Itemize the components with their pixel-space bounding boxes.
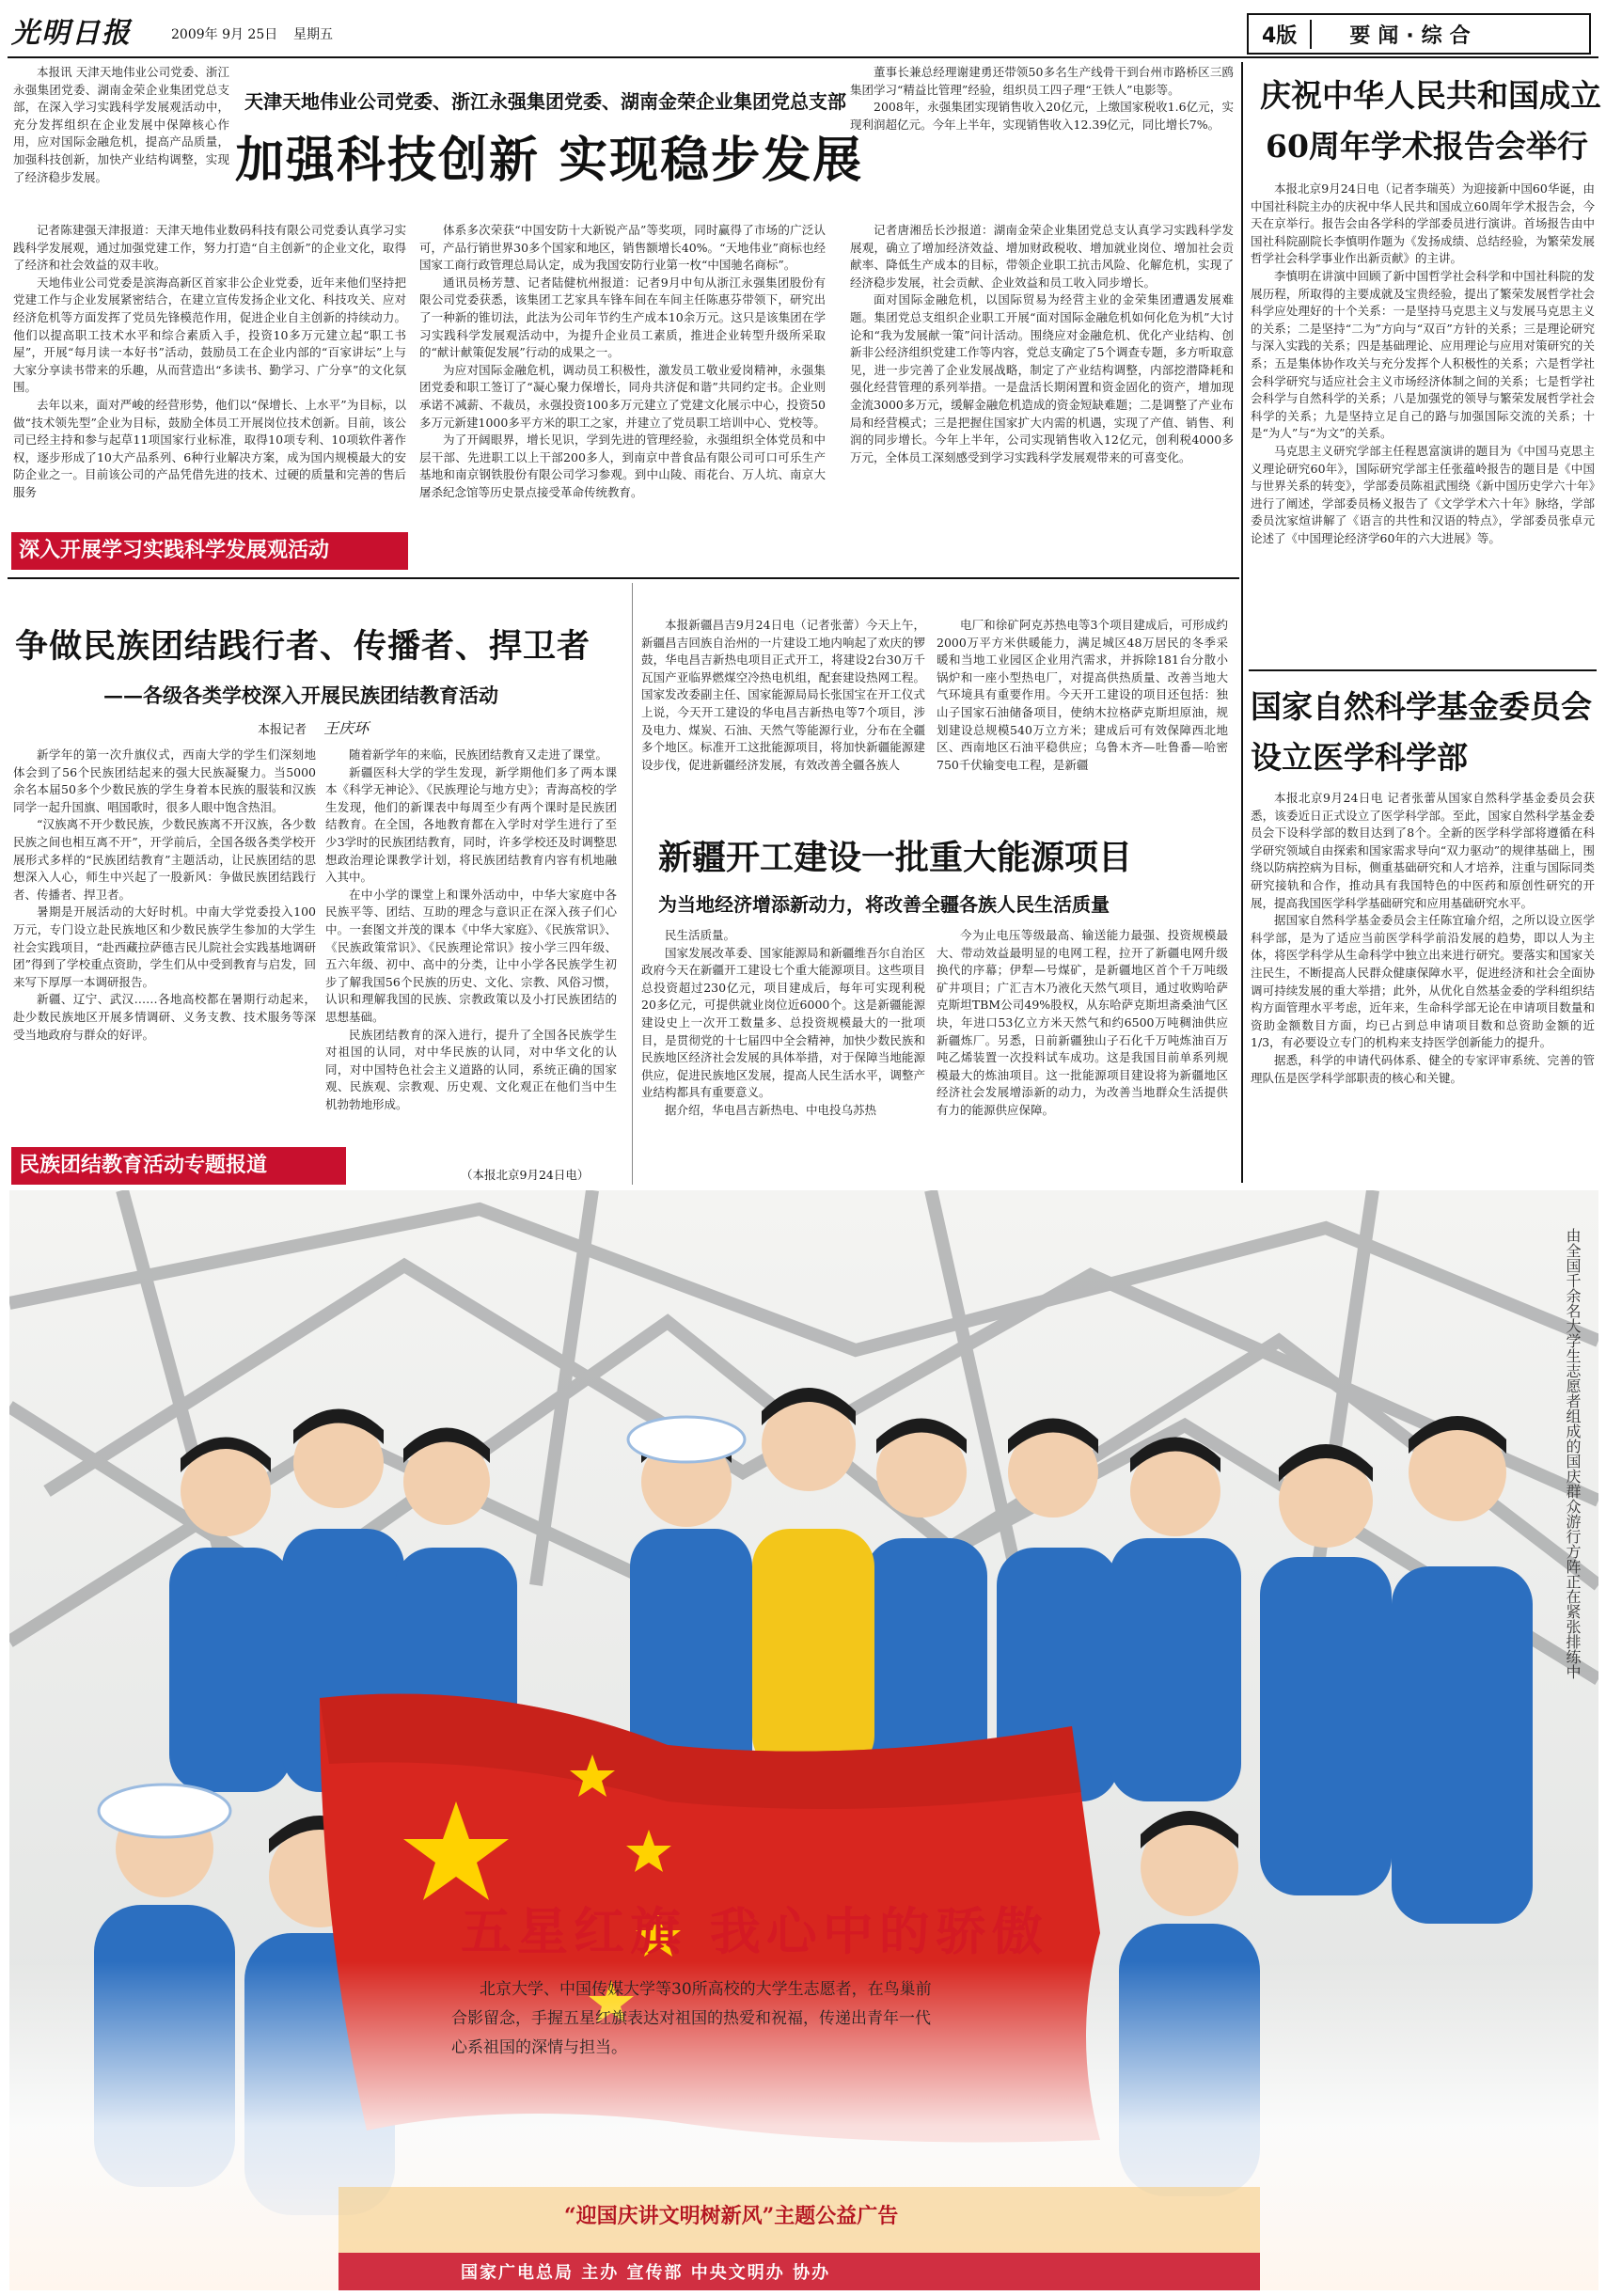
top-article-lead: 本报讯 天津天地伟业公司党委、浙江永强集团党委、湖南金荣企业集团党总支部，在深入学习实践科学发展观活动中，充分发挥组织在企业发展中保障核心作用，应对国际金融危机，提高产品质量，加强科技创新，加快产业结构调整，实现了经济稳步发展。 xyxy=(13,65,229,184)
photo-caption-3: 心系祖国的深情与担当。 xyxy=(451,2038,627,2057)
right-article2-body: 本报北京9月24日电 记者张蕾从国家自然科学基金委员会获悉，该委近日正式设立了医学科学部。至此，国家自然科学基金委员会下设科学部的数目达到了8个。全新的医学科学部将遵循在科学研究领域自由探索和国家需求导向“双力驱动”的规律基础上，围绕以防病控病为目标，侧重基础研究和人才培养，注重与国际同类研究接轨和合作，推动具有我国特色的中医药和原创性研究的开展，提高我国医学科学基础研究和应用基础研究水平。 据国家自然科学基金委员会主任陈宜瑜介绍，之所以设立医学科学部，是为了适应当前医学科学前沿发展的趋势，即以人为主体，将医学科学从生命科学中独立出来进行研究。要落实和国家关注民生，不断提高人民群众健康保障水平，促进经济和社会全面协调可持续发展的重大举措；此外，从优化自然基金委的学科组织结构方面管理水平考虑，近年来，生命科学部无论在申请项目数量和资助金额数目方面，均已占到总申请项目数和总资助金额的近1/3，有必要设立专门的机构来支持医学创新能力的提升。 据悉，科学的申请代码体系、健全的专家评审系统、完善的管理队伍是医学科学部职责的核心和关键。 xyxy=(1251,791,1595,1085)
masthead-rule xyxy=(8,56,1598,58)
right-article1-body: 本报北京9月24日电（记者李瑞英）为迎接新中国60华诞，由中国社科院主办的庆祝中华人民共和国成立60周年学术报告会，今天在京举行。报告会由各学科的学部委员进行演讲。首场报告由中国社科院副院长李慎明作题为《发扬成绩、总结经验，为繁荣发展哲学社会科学事业作出新贡献》的主讲。 李慎明在讲演中回顾了新中国哲学社会科学和中国社科院的发展历程，所取得的主要成就及宝贵经验，提出了繁荣发展哲学社会科学应处理好的十个关系：一是坚持马克思主义与发展马克思主义的关系；二是坚持“二为”方向与“双百”方针的关系；三是理论研究与深入实践的关系；四是基础理论、应用理论与应用对策研究的关系；五是集体协作攻关与充分发挥个人积极性的关系；六是哲学社会科学研究与适应社会主义市场经济体制之间的关系；七是哲学社会科学与自然科学的关系；八是加强党的领导与繁荣发展哲学社会科学的关系；九是坚持立足自己的路与加强国际交流的关系；十是“为人”与“为文”的关系。 马克思主义研究学部主任程恩富演讲的题目为《中国马克思主义理论研究60年》，国际研究学部主任张蕴岭报告的题目是《中国与世界关系的转变》，学部委员陈祖武围绕《新中国历史学六十年》进行了阐述，学部委员杨义报告了《文学学术六十年》脉络，学部委员沈家煊讲解了《语言的共性和汉语的特点》，学部委员张卓元论述了《中国理论经济学60年的六大进展》等。 xyxy=(1251,181,1595,545)
photo-title: 五星红旗 我心中的骄傲 xyxy=(461,1901,1048,1961)
right-article2-headline-2: 设立医学科学部 xyxy=(1251,739,1468,776)
xinjiang-top-col1: 本报新疆昌吉9月24日电（记者张蕾）今天上午，新疆昌吉回族自治州的一片建设工地内响起了欢庆的锣鼓，华电昌吉新热电项目正式开工，将建设2台30万千瓦国产亚临界燃煤空冷热电机组，配套建设热网工程。国家发改委副主任、国家能源局局长张国宝在开工仪式上说，今天开工建设的华电昌吉新热电等7个项目，涉及电力、煤炭、石油、天然气等能源行业，分布在全疆多个地区。标准开工这批能源项目，将加快新疆能源建设步伐，促进新疆经济发展，有效改善全疆各族人 xyxy=(641,618,925,772)
study-campaign-banner: 深入开展学习实践科学发展观活动 xyxy=(11,532,408,570)
ad-line-2: 国家广电总局 主办 宣传部 中央文明办 协办 xyxy=(461,2263,831,2283)
ethnic-unity-col2: 随着新学年的来临，民族团结教育又走进了课堂。 新疆医科大学的学生发现，新学期他们多了两本课本《科学无神论》、《民族理论与地方史》；青海高校的学生发现，他们的新课表中每周至少有两个课时是民族团结教育。在全国，各地教育都在入学时对学生进行了至少3学时的民族团结教育，同时，许多学校还及时调整思想政治理论课教学计划，将民族团结教育内容有机地融入其中。 在中小学的课堂上和课外活动中，中华大家庭中各民族平等、团结、互助的理念与意识正在深入孩子们心中。一套图文并茂的课本《中华大家庭》、《民族常识》、《民族政策常识》、《民族理论常识》按小学三四年级、五六年级、初中、高中的分类，让中小学各民族学生初步了解我国56个民族的历史、文化、宗教、风俗习惯，认识和理解我国的民族、宗教政策以及小打民族团结的思想基础。 民族团结教育的深入进行，提升了全国各民族学生对祖国的认同，对中华民族的认同，对中华文化的认同，对中国特色社会主义道路的认同，系统正确的国家观、民族观、宗教观、历史观、文化观正在他们当中生机勃勃地形成。 xyxy=(325,747,617,1111)
issue-weekday: 星期五 xyxy=(293,27,333,42)
mid-rule xyxy=(8,577,1239,579)
photo-frame xyxy=(9,1190,1598,2290)
section-name: 要闻·综合 xyxy=(1349,24,1478,48)
ethnic-unity-byline xyxy=(258,716,369,738)
xinjiang-body-col2: 今为止电压等级最高、输送能力最强、投资规模最大、带动效益最明显的电网工程，拉开了新疆电网升级换代的序幕；伊犁—号煤矿，是新疆地区首个千万吨级矿井项目；广汇吉木乃液化天然气项目，通过收购哈萨克斯坦TBM公司49%股权，从东哈萨克斯坦斋桑油气区块，年进口53亿立方米天然气和约6500万吨稠油供应新疆炼厂。另悉，日前新疆独山子石化千万吨炼油百万吨乙烯装置一次投料试车成功。这是我国目前单系列规模最大的炼油项目。这一批能源项目建设将为新疆地区经济社会发展增添新的动力，为改善当地群众生活提供有力的能源供应保障。 xyxy=(937,928,1228,1117)
issue-date: 2009年 9月 25日 xyxy=(171,27,278,42)
ethnic-unity-dateline: （本报北京9月24日电） xyxy=(461,1168,590,1182)
xinjiang-subhead: 为当地经济增添新动力，将改善全疆各族人民生活质量 xyxy=(658,893,1110,916)
ethnic-unity-headline: 争做民族团结践行者、传播者、捍卫者 xyxy=(15,627,591,666)
ethnic-unity-col1: 新学年的第一次升旗仪式，西南大学的学生们深刻地体会到了56个民族团结起来的强大民族凝聚力。当5000余名本届50多个少数民族的学生身着本民族的服装和汉族同学一起升国旗、唱国歌时，很多人眼中饱含热泪。 “汉族离不开少数民族，少数民族离不开汉族，各少数民族之间也相互离不开”，开学前后，全国各级各类学校开展形式多样的“民族团结教育”主题活动，让民族团结的思想深入人心，师生中兴起了一股新风：争做民族团结践行者、传播者、捍卫者。 暑期是开展活动的大好时机。中南大学党委投入100万元，专门设立赴民族地区和少数民族学生参加的大学生社会实践项目，“赴西藏拉萨德吉民儿院社会实践基地调研团”得到了学校重点资助，学生们从中受到教育与启发，回来写下厚厚一本调研报告。 新疆、辽宁、武汉……各地高校都在暑期行动起来，赴少数民族地区开展多情调研、义务支教、技术服务等深受当地政府与群众的好评。 xyxy=(13,747,316,1042)
right-divider xyxy=(1249,669,1597,671)
top-article-col3: 记者唐湘岳长沙报道：湖南金荣企业集团党总支认真学习实践科学发展观，确立了增加经济效益、增加财政税收、增加就业岗位、增加社会贡献率、降低生产成本的目标，带领企业职工抗击风险、化解危机，实现了经济稳步发展，社会贡献、企业效益和员工收入同步增长。 面对国际金融危机，以国际贸易为经营主业的金荣集团遭遇发展难题。集团党总支组织企业职工开展“面对国际金融危机如何化危为机”大讨论和“我为发展献一策”问计活动。围绕应对金融危机、优化产业结构、创新非公经济组织党建工作等内容，党总支确定了5个调查专题，多方听取意见，进一步完善了企业发展战略，制定了产业结构调整，内部挖潜降耗和强化经营管理的系列举措。一是盘活长期闲置和资金固化的资产，增加现金流3000多万元，缓解金融危机造成的资金短缺难题；二是调整了产业布局和经营模式；三是把握住国家扩大内需的机遇，实现了产值、销售、利润的同步增长。今年上半年，公司实现销售收入12亿元，创利税4000多万元，全体员工深刻感受到学习实践科学发展观带来的可喜变化。 xyxy=(850,223,1234,464)
page-number: 4版 xyxy=(1249,20,1312,49)
right-article1-headline-1: 庆祝中华人民共和国成立 xyxy=(1260,77,1601,114)
column-divider xyxy=(1241,62,1243,1183)
mid-divider xyxy=(632,583,633,1185)
top-article-headline: 加强科技创新 实现稳步发展 xyxy=(235,132,864,189)
top-article-kicker: 天津天地伟业公司党委、浙江永强集团党委、湖南金荣企业集团党总支部 xyxy=(244,90,846,113)
top-article-col2: 体系多次荣获“中国安防十大新锐产品”等奖项，同时赢得了市场的广泛认可，产品行销世界30多个国家和地区，销售额增长40%。“天地伟业”商标也经国家工商行政管理总局认定，成为我国安防行业第一枚“中国驰名商标”。 通讯员杨芳慧、记者陆健杭州报道：记者9月中旬从浙江永强集团股份有限公司党委获悉，该集团工艺家具车锋车间在车间主任陈惠芬带领下，研究出了一种新的锥切法，此法为公司年节约生产成本10余万元。这只是该集团在学习实践科学发展观活动中，为提升企业员工素质，推进企业转型升级所采取的“献计献策促发展”行动的成果之一。 为应对国际金融危机，调动员工积极性，激发员工敬业爱岗精神，永强集团党委和职工签订了“凝心聚力保增长，同舟共济促和谐”共同约定书。企业则承诺不减薪、不裁员，永强投资100多万元建立了党建文化展示中心，投资50多万元新建1000多平方米的职工之家，并建立了党员职工培训中心、党校等。 为了开阔眼界，增长见识，学到先进的管理经验，永强组织全体党员和中层干部、先进职工以上干部200多人，到南京中普食品有限公司可口可乐生产基地和南京钢铁股份有限公司学习参观。到中山陵、雨花台、万人坑、南京大屠杀纪念馆等历史景点接受革命传统教育。 xyxy=(419,223,826,499)
newspaper-logo: 光明日报 xyxy=(11,17,132,50)
ethnic-unity-subhead: ——各级各类学校深入开展民族团结教育活动 xyxy=(103,684,498,707)
xinjiang-body-col1: 民生活质量。 国家发展改革委、国家能源局和新疆维吾尔自治区政府今天在新疆开工建设七个重大能源项目。这些项目总投资超过230亿元，项目建成后，每年可实现利税20多亿元，可提供就业岗位近6000个。这是新疆能源建设史上一次开工数量多、总投资规模最大的一批项目，是贯彻党的十七届四中全会精神，加快少数民族和民族地区经济社会发展的具体举措，对于保障当地能源供应，促进民族地区发展，提高人民生活水平，调整产业结构都具有重要意义。 据介绍，华电昌吉新热电、中电投乌苏热 xyxy=(641,928,925,1117)
right-article1-headline-2: 60周年学术报告会举行 xyxy=(1266,128,1588,165)
ad-line-1: “迎国庆讲文明树新风”主题公益广告 xyxy=(564,2204,899,2228)
volunteers-photo xyxy=(9,1190,1598,2290)
top-article-col1: 记者陈建强天津报道：天津天地伟业数码科技有限公司党委认真学习实践科学发展观，通过加强党建工作，努力打造“自主创新”的企业文化，取得了经济和社会效益的双丰收。 天地伟业公司党委是滨海高新区首家非公企业党委，近年来他们坚持把党建工作与企业发展紧密结合，在建立宣传发扬企业文化、科技攻关、应对经济危机等方面发挥了党员先锋模范作用，促进企业自主创新的持续动力。他们以提高职工技术水平和综合素质入手，投资10多万元建立起“职工书屋”，开展“每月读一本好书”活动，鼓励员工在企业内部的“百家讲坛”上与大家分享读书带来的乐趣，从而营造出“多读书、勤学习、广分享”的文化氛围。 去年以来，面对严峻的经营形势，他们以“保增长、上水平”为目标，以做“技术领先型”企业为目标，鼓励全体员工开展岗位技术创新。目前，该公司已经主持和参与起草11项国家行业标准，取得10项专利、10项软件著作权，逐步形成了10大产品系列、6种行业解决方案，成为国内规模最大的安防企业之一。目前该公司的产品凭借先进的技术、过硬的质量和完善的售后服务 xyxy=(13,223,406,499)
xinjiang-top-col2: 电厂和徐矿阿克苏热电等3个项目建成后，可形成约2000万平方米供暖能力，满足城区48万居民的冬季采暖和当地工业园区企业用汽需求，并拆除181台分散小锅炉和一座小型热电厂，对提高供热质量、改善当地大气环境具有重要作用。今天开工建设的项目还包括：独山子国家石油储备项目，使纳木拉格萨克斯坦原油，规划建设总规模540万立方米；建成后可有效保障西北地区、西南地区石油平稳供应；乌鲁木齐—吐鲁番—哈密750千伏输变电工程，是新疆 xyxy=(937,618,1228,772)
ethnic-unity-banner: 民族团结教育活动专题报道 xyxy=(11,1147,346,1185)
masthead xyxy=(0,0,1606,58)
photo-caption-1: 北京大学、中国传媒大学等30所高校的大学生志愿者，在鸟巢前 xyxy=(480,1980,932,1999)
page-number-box xyxy=(1247,13,1591,55)
xinjiang-headline: 新疆开工建设一批重大能源项目 xyxy=(658,838,1133,877)
byline-label: 本报记者 xyxy=(258,723,307,737)
photo-caption-2: 合影留念，手握五星红旗表达对祖国的热爱和祝福，传递出青年一代 xyxy=(451,2009,931,2028)
byline-name: 王庆环 xyxy=(323,719,370,737)
photo-side-text: 由全国千余名大学生志愿者组成的国庆群众游行方阵正在紧张排练中 xyxy=(1564,1228,1582,1679)
right-article2-headline-1: 国家自然科学基金委员会 xyxy=(1251,688,1592,725)
top-article-col3-top: 董事长兼总经理谢建勇还带领50多名生产线骨干到台州市路桥区三鸥集团学习“精益比管理”经验，组织员工四子理“王铁人”电影等。 2008年，永强集团实现销售收入20亿元，上缴国家税收1.6亿元，实现利润超亿元。今年上半年，实现销售收入12.39亿元，同比增长7%。 xyxy=(850,65,1234,132)
